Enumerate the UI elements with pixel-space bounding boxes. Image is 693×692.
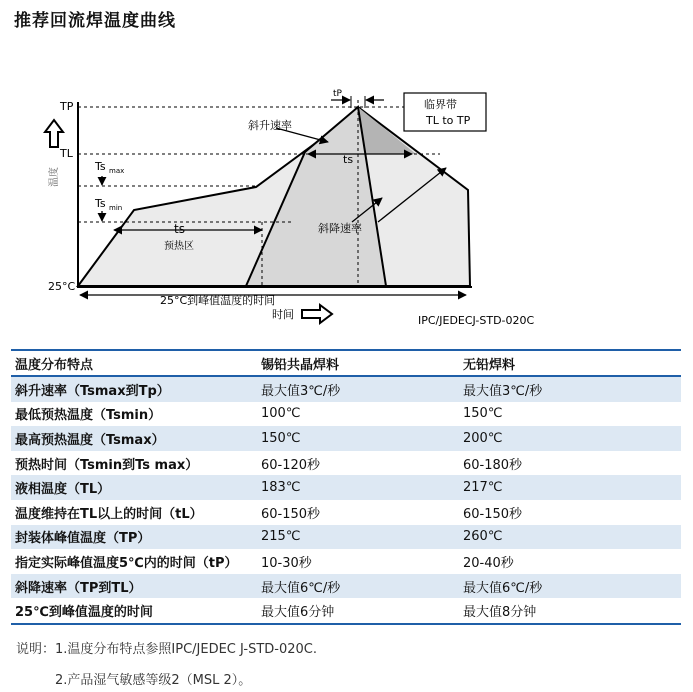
row-label: 斜降速率（TP到TL） [11,574,257,599]
row-value: 200℃ [459,426,681,451]
tsmin-sub: min [109,204,123,212]
row-value: 150℃ [463,406,503,422]
row-value: 20-40秒 [463,555,514,571]
note-msl: 2.产品湿气敏感等级2（MSL 2）。 [55,673,252,688]
time-right-arrow-icon [302,305,332,323]
critical-zone-title: 临界带 [424,98,457,111]
row-value: 150℃ [257,426,459,451]
y-axis-label: 温度 [49,167,60,187]
y-label-25c: 25°C [48,280,76,293]
row-value: 最大值6℃/秒 [459,574,681,599]
header-profile-feature: 温度分布特点 [11,350,257,376]
note-reference: 说明：1.温度分布特点参照IPC/JEDEC J-STD-020C. [16,642,317,657]
row-label: 最低预热温度（Tsmin） [15,408,162,424]
reflow-spec-table [11,349,681,625]
row-label: 封装体峰值温度（TP） [11,525,257,550]
row-value: 最大值8分钟 [459,598,681,624]
row-value: 100℃ [261,406,301,422]
table-row [11,549,681,574]
row-value: 217℃ [459,475,681,500]
row-label: 指定实际峰值温度5℃内的时间（tP） [15,555,238,571]
y-label-tp: TP [60,100,74,113]
table-row [11,598,681,624]
row-value: 最大值6分钟 [257,598,459,624]
row-value: 10-30秒 [261,555,312,571]
ts-top-label: ts [343,153,354,166]
table-row [11,574,681,599]
critical-zone-range: TL to TP [426,114,471,127]
preheat-label: 预热区 [164,241,194,252]
time-axis-label: 时间 [272,308,294,321]
ramp-up-label: 斜升速率 [248,119,292,132]
row-value: 最大值3℃/秒 [257,376,459,402]
header-lead-free: 无铅焊料 [459,350,681,376]
table-row [11,426,681,451]
table-header-row [11,350,681,376]
row-label: 液相温度（TL） [11,475,257,500]
temperature-up-arrow-icon [45,120,63,147]
row-value: 最大值6℃/秒 [257,574,459,599]
row-value: 183℃ [257,475,459,500]
tsmax-label: Ts [95,160,106,173]
ramp-down-label: 斜降速率 [318,222,362,235]
tsmax-sub: max [109,167,125,175]
table-row [11,376,681,402]
table-row [11,402,681,427]
row-label: 最高预热温度（Tsmax） [11,426,257,451]
row-label: 斜升速率（Tsmax到Tp） [11,376,257,402]
row-value: 60-180秒 [463,457,523,473]
row-label: 温度维持在TL以上的时间（tL） [15,506,203,522]
table-row [11,475,681,500]
row-value: 215℃ [257,525,459,550]
ts-bottom-label: ts [174,222,185,236]
y-label-tl: TL [60,147,73,160]
row-value: 60-120秒 [261,457,321,473]
row-value: 60-150秒 [261,506,321,522]
source-label: IPC/JEDECJ-STD-020C [418,314,535,327]
row-value: 260℃ [459,525,681,550]
row-label: 预热时间（Tsmin到Ts max） [15,457,199,473]
time-span-label: 25°C到峰值温度的时间 [160,294,276,307]
row-label: 25℃到峰值温度的时间 [11,598,257,624]
header-tin-lead: 锡铅共晶焊料 [257,350,459,376]
table-row [11,500,681,525]
tsmin-label: Ts [95,197,106,210]
page-title: 推荐回流焊温度曲线 [14,11,176,31]
row-value: 最大值3℃/秒 [459,376,681,402]
table-row [11,451,681,476]
reflow-profile-diagram [0,0,693,345]
table-row [11,525,681,550]
row-value: 60-150秒 [463,506,523,522]
tp-small-label: tP [333,89,342,99]
